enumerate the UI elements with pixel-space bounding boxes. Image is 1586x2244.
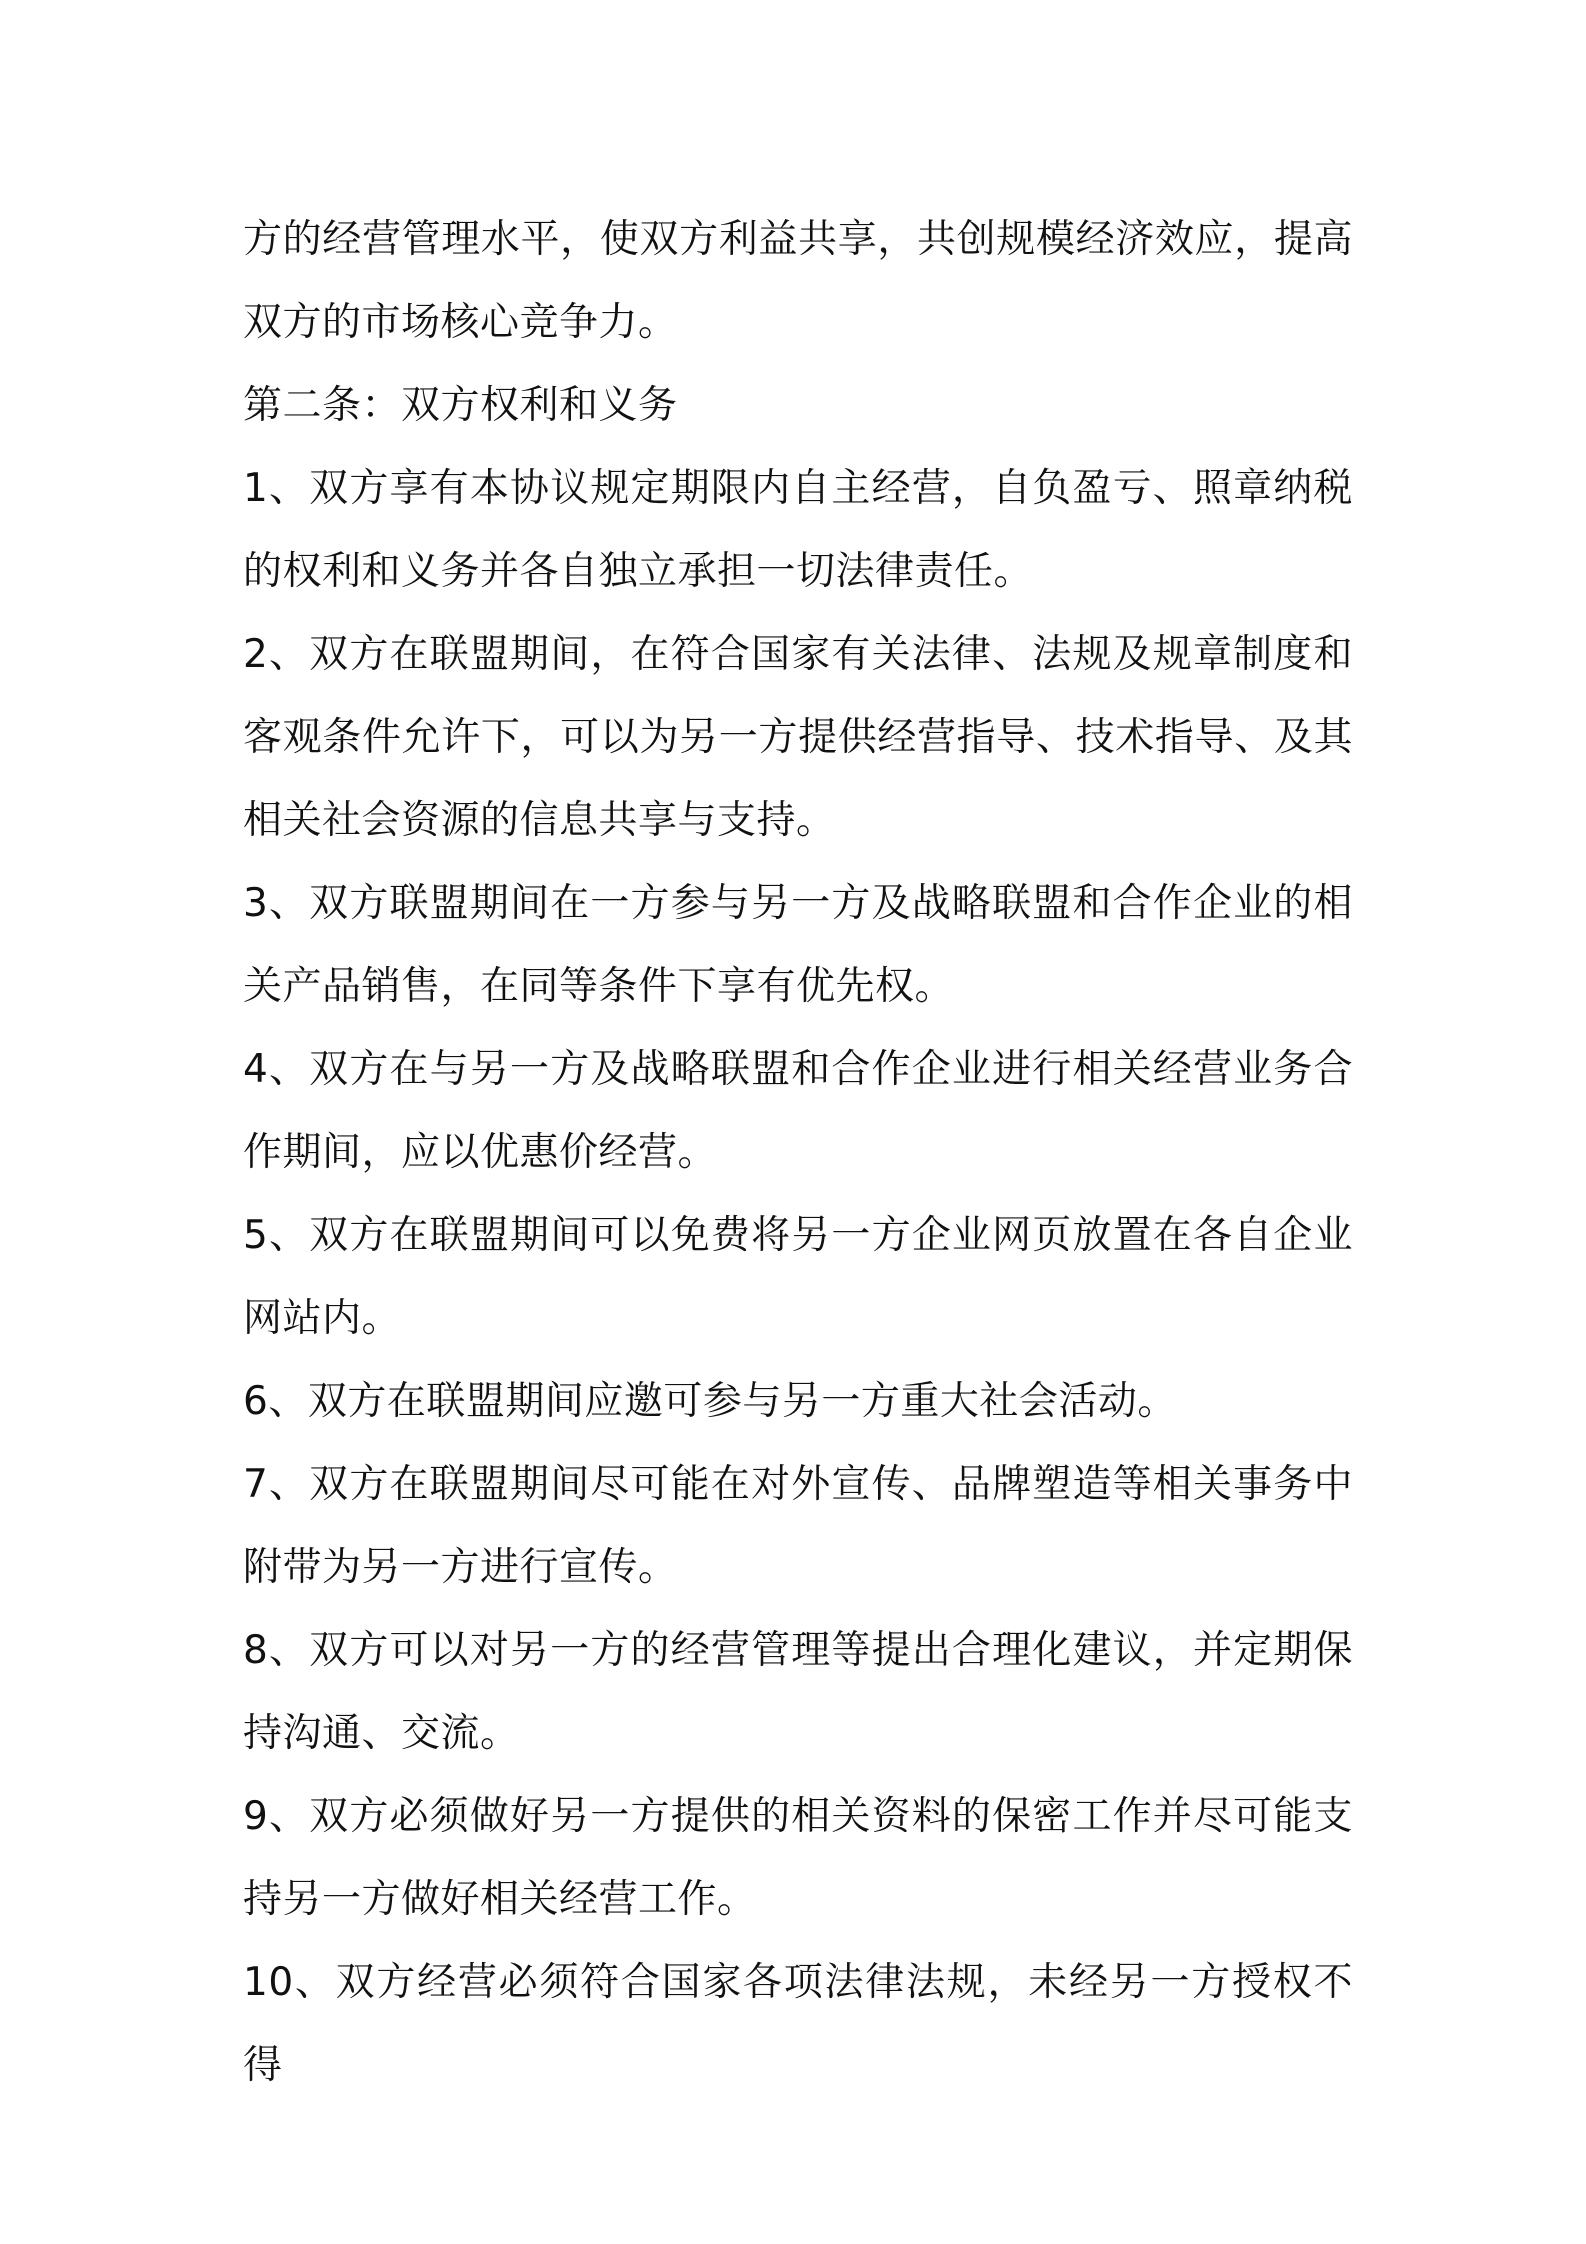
paragraph-intro-continuation: 方的经营管理水平，使双方利益共享，共创规模经济效应，提高双方的市场核心竞争力。 [243, 217, 1353, 345]
clause-6: 6、双方在联盟期间应邀可参与另一方重大社会活动。 [243, 1379, 1177, 1424]
clause-7: 7、双方在联盟期间尽可能在对外宣传、品牌塑造等相关事务中附带为另一方进行宣传。 [243, 1462, 1353, 1590]
clause-8: 8、双方可以对另一方的经营管理等提出合理化建议，并定期保持沟通、交流。 [243, 1628, 1353, 1756]
article-heading: 第二条：双方权利和义务 [243, 383, 678, 428]
clause-4: 4、双方在与另一方及战略联盟和合作企业进行相关经营业务合作期间，应以优惠价经营。 [243, 1047, 1353, 1175]
clause-3: 3、双方联盟期间在一方参与另一方及战略联盟和合作企业的相关产品销售，在同等条件下享有优先权。 [243, 881, 1353, 1009]
clause-5: 5、双方在联盟期间可以免费将另一方企业网页放置在各自企业网站内。 [243, 1213, 1353, 1341]
clause-2: 2、双方在联盟期间，在符合国家有关法律、法规及规章制度和客观条件允许下，可以为另一方提供经营指导、技术指导、及其相关社会资源的信息共享与支持。 [243, 632, 1353, 843]
clause-9: 9、双方必须做好另一方提供的相关资料的保密工作并尽可能支持另一方做好相关经营工作。 [243, 1794, 1353, 1922]
clause-1: 1、双方享有本协议规定期限内自主经营，自负盈亏、照章纳税的权利和义务并各自独立承担一切法律责任。 [243, 466, 1353, 594]
clause-10: 10、双方经营必须符合国家各项法律法规，未经另一方授权不得 [243, 1960, 1353, 2088]
document-page [243, 198, 1353, 2107]
